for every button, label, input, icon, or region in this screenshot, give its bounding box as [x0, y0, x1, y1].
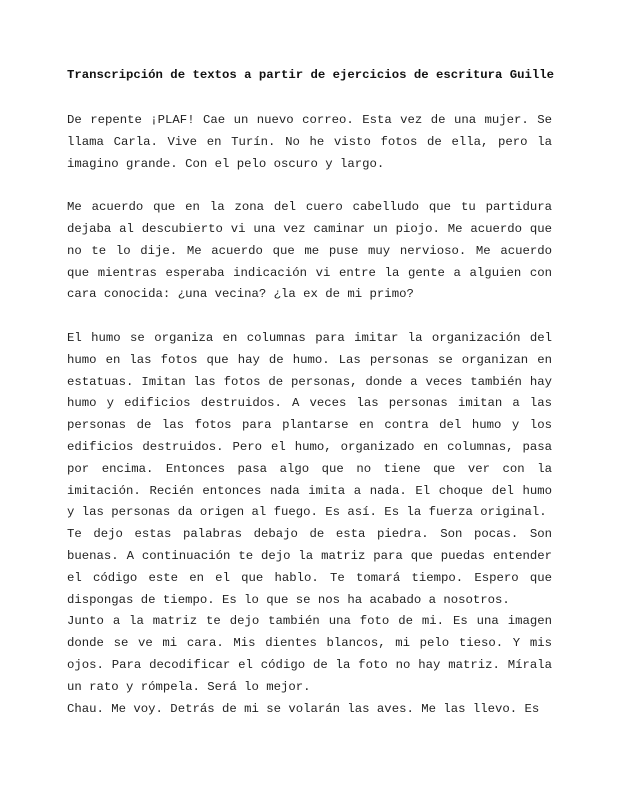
paragraph-palabras-piedra: Te dejo estas palabras debajo de esta piedra. Son pocas. Son buenas. A continuación te dejo la matriz para que puedas entender el código este en el que hablo. Te tomará tiempo. Espero que dispongas de tiempo. Es lo que se nos ha acabado a nosotros.	[67, 527, 552, 607]
paragraph-carla-email: De repente ¡PLAF! Cae un nuevo correo. Esta vez de una mujer. Se llama Carla. Vive en Turín. No he visto fotos de ella, pero la imagino grande. Con el pelo oscuro y largo.	[67, 113, 552, 171]
document-title: Transcripción de textos a partir de ejercicios de escritura Guille	[67, 68, 555, 82]
paragraph-humo-columnas: El humo se organiza en columnas para imitar la organización del humo en las fotos que hay de humo. Las personas se organizan en estatuas. Imitan las fotos de personas, donde a veces también hay humo y edificios destruidos. A veces las personas imitan a las personas de las fotos para plantarse en contra del humo y los edificios destruidos. Pero el humo, organizado en columnas, pasa por encima. Entonces pasa algo que no tiene que ver con la imitación. Recién entonces nada imita a nada. El choque del humo y las personas da origen al fuego. Es así. Es la fuerza original.	[67, 330, 552, 520]
paragraph-foto-matriz: Junto a la matriz te dejo también una foto de mi. Es una imagen donde se ve mi cara. Mis dientes blancos, mi pelo tieso. Y mis ojos. Para decodificar el código de la foto no hay matriz. Mírala un rato y rómpela. Será lo mejor.	[67, 614, 552, 694]
document-body	[67, 110, 552, 720]
paragraph-chau: Chau. Me voy. Detrás de mi se volarán las aves. Me las llevo. Es	[67, 701, 540, 716]
paragraph-me-acuerdo: Me acuerdo que en la zona del cuero cabelludo que tu partidura dejaba al descubierto vi una vez caminar un piojo. Me acuerdo que no te lo dije. Me acuerdo que me puse muy nervioso. Me acuerdo que mientras esperaba indicación vi entre la gente a alguien con cara conocida: ¿una vecina? ¿la ex de mi primo?	[67, 200, 552, 302]
